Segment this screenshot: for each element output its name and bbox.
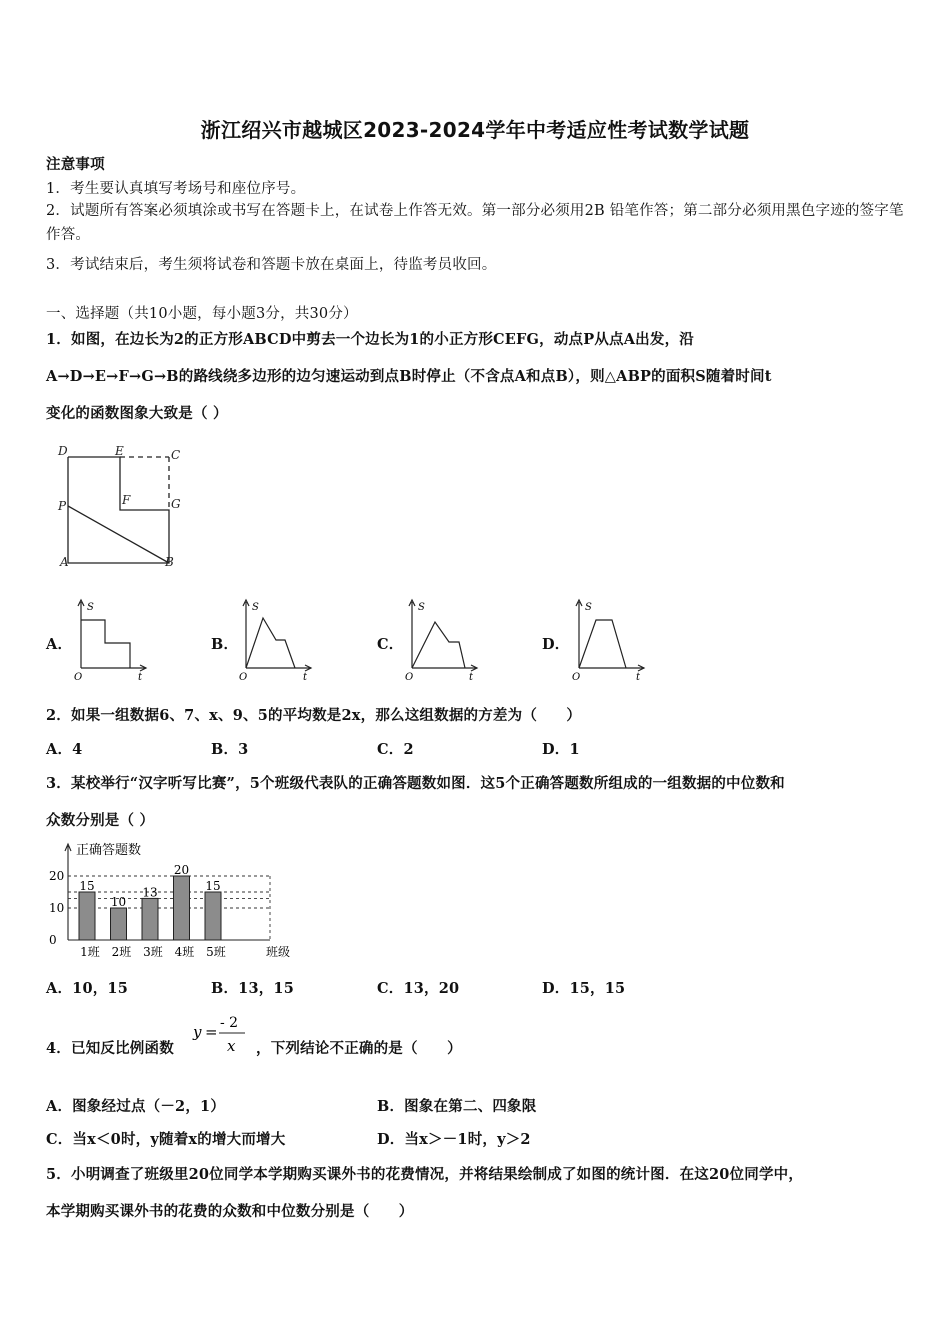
q3-line-1: 3．某校举行“汉字听写比赛”，5个班级代表队的正确答题数如图．这5个正确答题数所组成的一组数据的中位数和 (46, 775, 785, 792)
axis-o: O (239, 672, 248, 683)
s-curve (412, 622, 465, 668)
page-title: 浙江绍兴市越城区2023-2024学年中考适应性考试数学试题 (200, 118, 750, 142)
chart-bar (79, 892, 95, 940)
q4-option-d[interactable]: D．当x＞－1时，y＞2 (377, 1131, 531, 1148)
chart-bar (174, 876, 190, 940)
axis-o: O (572, 672, 581, 683)
formula-denominator: x (227, 1037, 236, 1055)
axis-s: S (418, 602, 425, 613)
chart-ytick-label: 0 (49, 933, 57, 947)
chart-xlabel: 班级 (266, 945, 291, 959)
notice-item-3: 3．考试结束后，考生须将试卷和答题卡放在桌面上，待监考员收回。 (46, 257, 497, 273)
s-curve (246, 618, 295, 668)
q5-line-2: 本学期购买课外书的花费的众数和中位数分别是（ ） (46, 1203, 414, 1220)
q1-option-d-graph[interactable] (570, 596, 650, 684)
chart-bar (142, 898, 158, 940)
q1-option-c-graph[interactable] (403, 596, 483, 684)
notice-item-2: 2．试题所有答案必须填涂或书写在答题卡上，在试卷上作答无效。第一部分必须用2B 铅笔作答；第二部分必须用黑色字迹的签字笔作答。 (46, 203, 904, 243)
notice-heading: 注意事项 (46, 156, 105, 173)
label-d: D (58, 444, 68, 458)
q2-stem: 2．如果一组数据6、7、x、9、5的平均数是2x，那么这组数据的方差为（ ） (46, 707, 582, 724)
label-b: B (165, 555, 174, 569)
q4-suffix: ，下列结论不正确的是（ ） (256, 1040, 462, 1057)
q4-option-b[interactable]: B．图象在第二、四象限 (377, 1098, 537, 1115)
q2-option-c[interactable]: C．2 (377, 741, 414, 758)
q1-option-a-graph[interactable] (72, 596, 152, 684)
q1-option-a-label[interactable]: A． (46, 636, 73, 653)
q3-line-2: 众数分别是（ ） (46, 812, 155, 829)
q1-option-c-label[interactable]: C． (377, 636, 404, 653)
segment-pb (68, 506, 169, 563)
q4-prefix: 4．已知反比例函数 (46, 1040, 174, 1057)
q3-option-d[interactable]: D．15，15 (542, 980, 626, 997)
chart-category-label: 3班 (143, 945, 163, 959)
chart-value-label: 10 (110, 895, 127, 909)
q4-option-c[interactable]: C．当x＜0时，y随着x的增大而增大 (46, 1131, 286, 1148)
q5-line-1: 5．小明调查了班级里20位同学本学期购买课外书的花费情况，并将结果绘制成了如图的统计图．在这20位同学中， (46, 1166, 804, 1183)
chart-bar (205, 892, 221, 940)
axis-s: S (87, 602, 94, 613)
q3-bar-chart (44, 838, 304, 966)
q3-option-b[interactable]: B．13，15 (211, 980, 295, 997)
s-curve (579, 620, 626, 668)
chart-value-label: 13 (142, 885, 158, 900)
chart-value-label: 20 (173, 863, 190, 877)
q4-option-a[interactable]: A．图象经过点（－2，1） (46, 1098, 226, 1115)
q2-option-a[interactable]: A．4 (46, 741, 83, 758)
section-heading: 一、选择题（共10小题，每小题3分，共30分） (46, 306, 358, 322)
notice-item-1: 1．考生要认真填写考场号和座位序号。 (46, 181, 306, 197)
axis-s: S (252, 602, 259, 613)
q1-line-2: A→D→E→F→G→B的路线绕多边形的边匀速运动到点B时停止（不含点A和点B），则△ABP的面积S随着时间t (46, 368, 772, 385)
q1-line-1: 1．如图，在边长为2的正方形ABCD中剪去一个边长为1的小正方形CEFG，动点P从点A出发，沿 (46, 331, 694, 348)
chart-category-label: 2班 (111, 945, 132, 959)
formula-y: y (193, 1023, 202, 1041)
axis-o: O (405, 672, 414, 683)
q4-function-formula (190, 1010, 252, 1058)
axis-t: t (636, 672, 641, 683)
label-f: F (122, 493, 131, 507)
axis-s: S (585, 602, 592, 613)
label-a: A (60, 555, 69, 569)
label-p: P (58, 499, 67, 513)
q1-square-figure (55, 440, 195, 575)
chart-value-label: 15 (205, 879, 221, 893)
q3-option-a[interactable]: A．10，15 (46, 980, 129, 997)
q1-option-d-label[interactable]: D． (542, 636, 570, 653)
q1-option-b-graph[interactable] (237, 596, 317, 684)
chart-category-label: 5班 (206, 945, 226, 959)
q3-option-c[interactable]: C．13，20 (377, 980, 460, 997)
chart-ytick-label: 20 (49, 869, 65, 883)
chart-bar (111, 908, 127, 940)
axis-t: t (138, 672, 143, 683)
s-curve (81, 620, 130, 668)
q2-option-d[interactable]: D．1 (542, 741, 580, 758)
chart-ytick-label: 10 (49, 901, 65, 915)
axis-t: t (303, 672, 308, 683)
formula-numerator: - 2 (220, 1015, 239, 1031)
chart-ylabel: 正确答题数 (76, 843, 142, 858)
chart-category-label: 4班 (174, 945, 195, 959)
chart-value-label: 15 (79, 879, 95, 893)
q1-option-b-label[interactable]: B． (211, 636, 239, 653)
label-g: G (171, 497, 181, 511)
formula-equals: = (205, 1023, 218, 1041)
axis-o: O (74, 672, 83, 683)
q2-option-b[interactable]: B．3 (211, 741, 249, 758)
label-e: E (115, 444, 124, 458)
polygon-abdefg (68, 457, 169, 563)
q1-line-3: 变化的函数图象大致是（ ） (46, 405, 228, 422)
label-c: C (171, 448, 181, 462)
chart-category-label: 1班 (80, 945, 100, 959)
axis-t: t (469, 672, 474, 683)
